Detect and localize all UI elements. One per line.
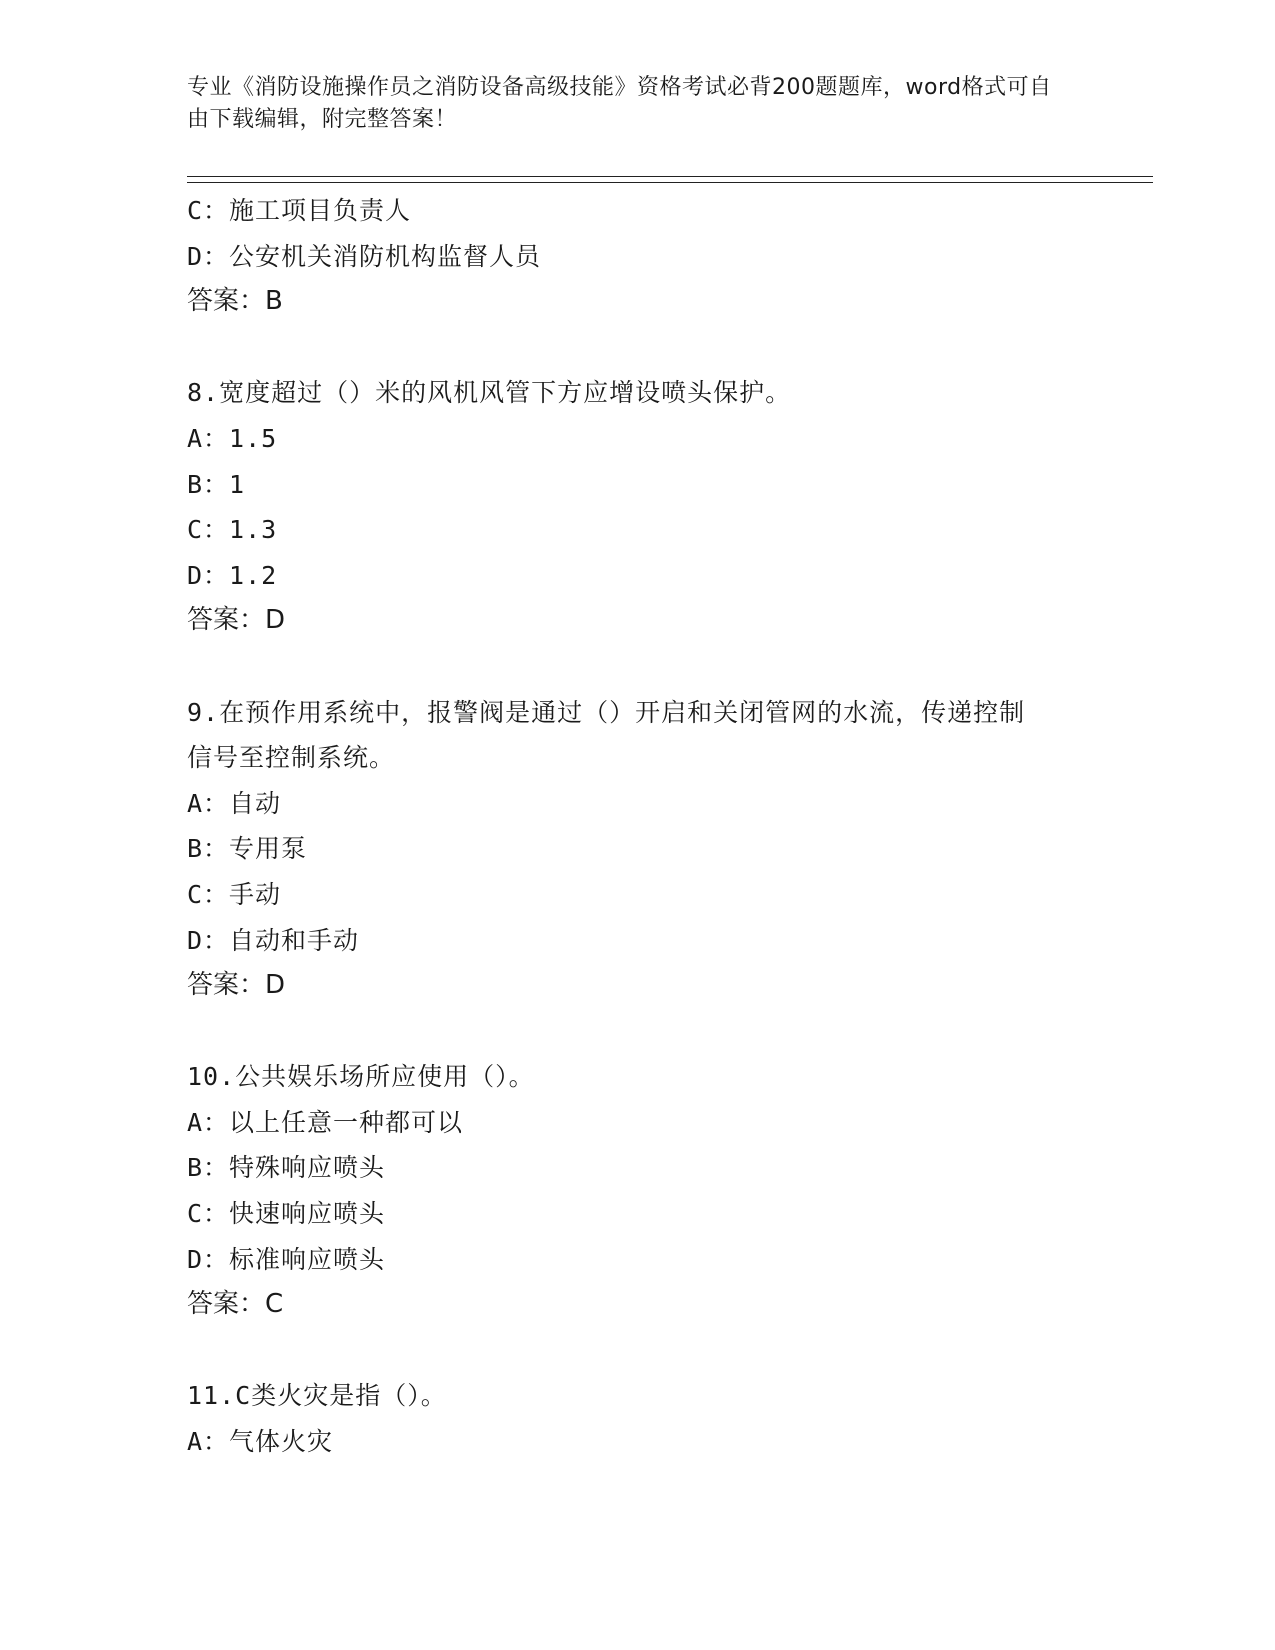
header-rule-bottom xyxy=(187,182,1153,183)
option-b: B：专用泵 xyxy=(187,834,308,864)
question-list xyxy=(187,188,1087,1465)
option-a: A：气体火灾 xyxy=(187,1427,334,1457)
spacer xyxy=(187,325,1087,371)
answer-line: 答案：D xyxy=(187,970,286,1001)
question-stem: 10.公共娱乐场所应使用（）。 xyxy=(187,1062,535,1092)
option-d: D：标准响应喷头 xyxy=(187,1244,386,1274)
option-a: A：以上任意一种都可以 xyxy=(187,1107,464,1137)
option-c: C：施工项目负责人 xyxy=(187,196,412,225)
option-b: B：特殊响应喷头 xyxy=(187,1153,386,1183)
question-stem: 9.在预作用系统中，报警阀是通过（）开启和关闭管网的水流，传递控制信号至控制系统。 xyxy=(187,697,1026,773)
option-a: A：1.5 xyxy=(187,423,278,453)
answer-line: 答案：C xyxy=(187,1289,284,1320)
option-d: D：公安机关消防机构监督人员 xyxy=(187,241,542,271)
header-rule-top xyxy=(187,176,1153,177)
option-d: D：自动和手动 xyxy=(187,925,360,955)
spacer xyxy=(187,1328,1087,1374)
option-d: D：1.2 xyxy=(187,560,278,590)
answer-line: 答案：D xyxy=(187,605,286,636)
question-stem: 11.C类火灾是指（）。 xyxy=(187,1381,447,1411)
option-c: C：快速响应喷头 xyxy=(187,1199,386,1229)
question-stem: 8.宽度超过（）米的风机风管下方应增设喷头保护。 xyxy=(187,378,792,408)
spacer xyxy=(187,1009,1087,1055)
document-header: 专业《消防设施操作员之消防设备高级技能》资格考试必背200题题库，word格式可自由下载编辑，附完整答案！ xyxy=(187,75,1052,132)
option-c: C：1.3 xyxy=(187,515,278,545)
option-c: C：手动 xyxy=(187,879,282,909)
spacer xyxy=(187,644,1087,690)
answer-line: 答案：B xyxy=(187,286,283,317)
option-b: B：1 xyxy=(187,469,246,499)
option-a: A：自动 xyxy=(187,788,282,818)
